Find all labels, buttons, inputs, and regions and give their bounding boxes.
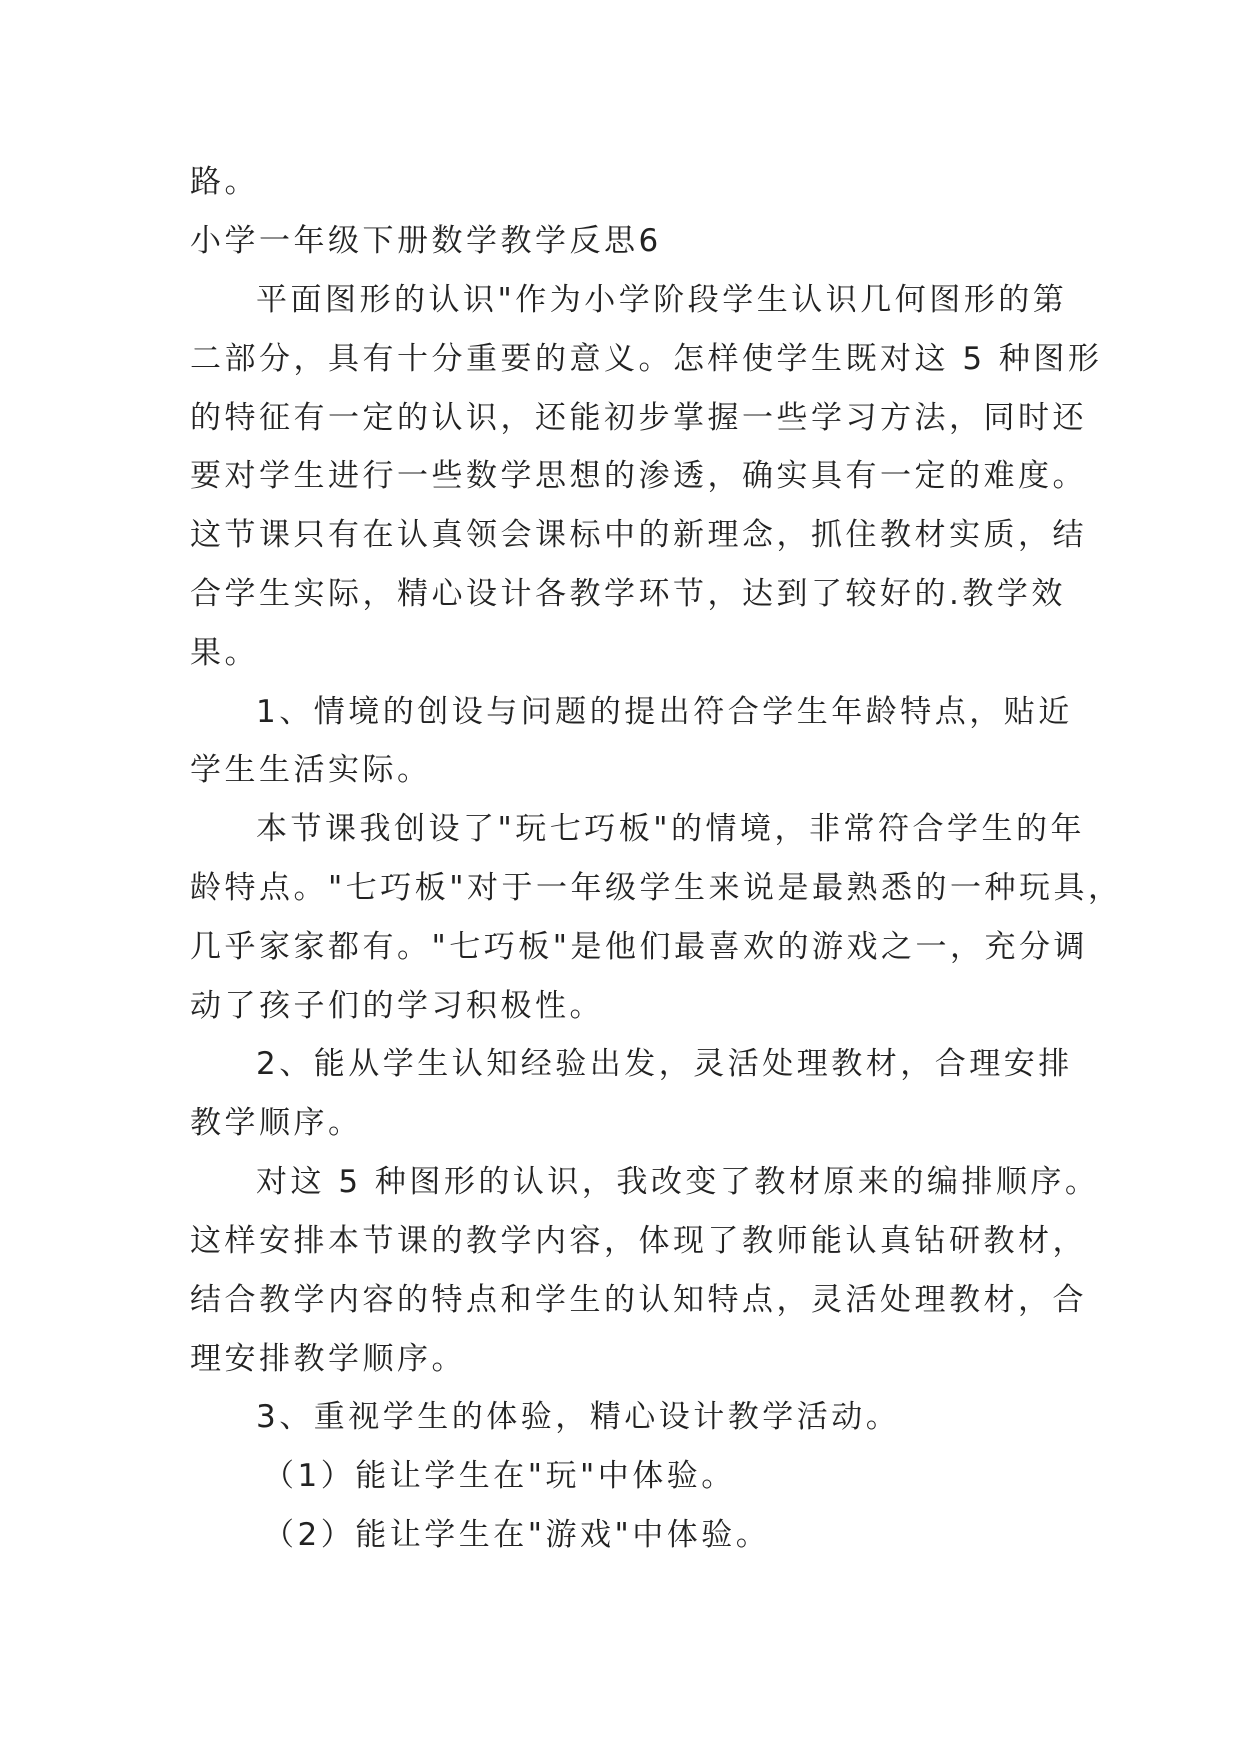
paragraph-line: 这样安排本节课的教学内容，体现了教师能认真钻研教材， <box>190 1223 1087 1259</box>
paragraph-line: 本节课我创设了"玩七巧板"的情境，非常符合学生的年 <box>256 811 1086 847</box>
paragraph-line: 果。 <box>190 635 259 671</box>
paragraph-line: 教学顺序。 <box>190 1105 363 1141</box>
paragraph-line: 的特征有一定的认识，还能初步掌握一些学习方法，同时还 <box>190 400 1087 436</box>
sub-list-item: （1）能让学生在"玩"中体验。 <box>263 1458 736 1494</box>
paragraph-line: 二部分，具有十分重要的意义。怎样使学生既对这 5 种图形 <box>190 341 1103 377</box>
paragraph-line: 龄特点。"七巧板"对于一年级学生来说是最熟悉的一种玩具， <box>190 870 1123 906</box>
list-item-heading: 3、重视学生的体验，精心设计教学活动。 <box>256 1399 901 1435</box>
paragraph-line: 结合教学内容的特点和学生的认知特点，灵活处理教材，合 <box>190 1282 1087 1318</box>
paragraph-line: 平面图形的认识"作为小学阶段学生认识几何图形的第 <box>256 282 1068 318</box>
paragraph-line: 对这 5 种图形的认识，我改变了教材原来的编排顺序。 <box>256 1164 1100 1200</box>
paragraph-line: 理安排教学顺序。 <box>190 1341 466 1377</box>
text-line: 路。 <box>190 164 259 200</box>
list-item-heading: 1、情境的创设与问题的提出符合学生年龄特点，贴近 <box>256 694 1073 730</box>
paragraph-line: 这节课只有在认真领会课标中的新理念，抓住教材实质，结 <box>190 517 1087 553</box>
paragraph-line: 学生生活实际。 <box>190 752 432 788</box>
section-heading: 小学一年级下册数学教学反思6 <box>190 223 662 259</box>
paragraph-line: 合学生实际，精心设计各教学环节，达到了较好的.教学效 <box>190 576 1066 612</box>
paragraph-line: 几乎家家都有。"七巧板"是他们最喜欢的游戏之一，充分调 <box>190 929 1089 965</box>
sub-list-item: （2）能让学生在"游戏"中体验。 <box>263 1517 771 1553</box>
paragraph-line: 要对学生进行一些数学思想的渗透，确实具有一定的难度。 <box>190 458 1087 494</box>
list-item-heading: 2、能从学生认知经验出发，灵活处理教材，合理安排 <box>256 1046 1073 1082</box>
paragraph-line: 动了孩子们的学习积极性。 <box>190 988 604 1024</box>
